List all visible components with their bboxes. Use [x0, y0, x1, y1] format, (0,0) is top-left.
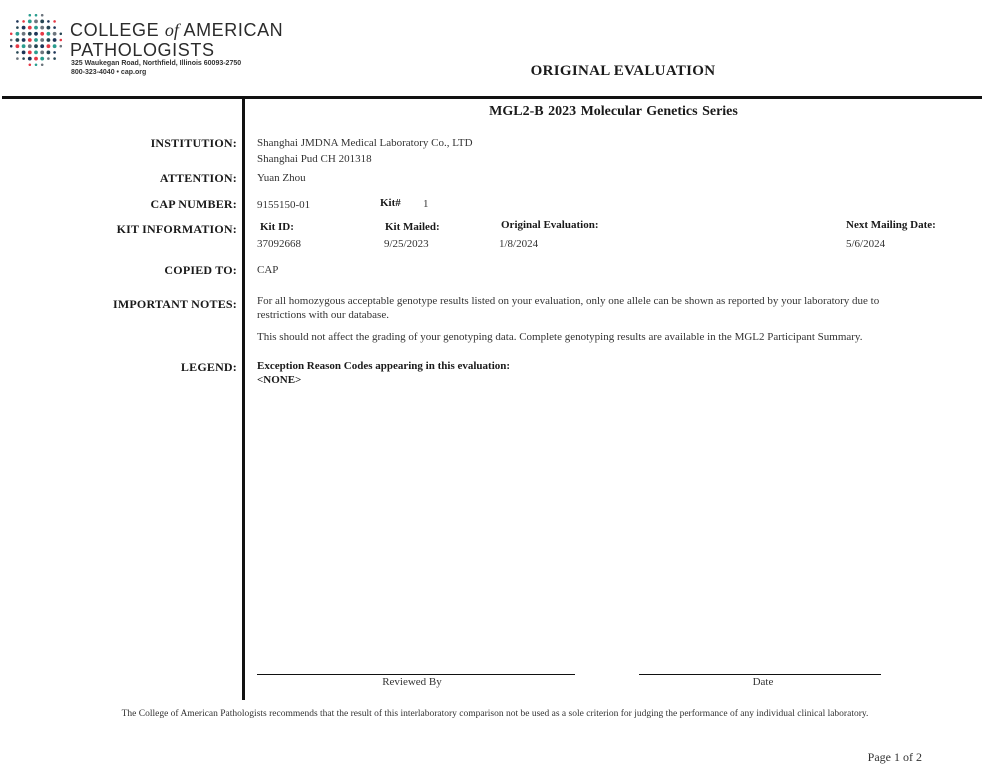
logo-dot [40, 38, 44, 42]
next-mailing-value: 5/6/2024 [846, 238, 886, 250]
organization-address [71, 59, 241, 77]
logo-dot [28, 32, 32, 36]
logo-dot [34, 26, 38, 30]
logo-dot [60, 45, 63, 48]
important-notes-line2: restrictions with our database. [257, 309, 389, 321]
legend-value: <NONE> [257, 374, 302, 386]
kit-number-value: 1 [423, 198, 429, 210]
footer-disclaimer: The College of American Pathologists recommends that the result of this interlaboratory comparison not be used as a sole criterion for judging the performance of any individual clinical laboratory. [121, 709, 869, 719]
logo-dot [41, 14, 44, 17]
page-number: Page 1 of 2 [867, 750, 922, 764]
logo-dot [35, 14, 38, 17]
cap-number-value: 9155150-01 [257, 199, 311, 211]
logo-dot [16, 44, 20, 48]
logo-dot [47, 26, 51, 30]
logo-dot [60, 33, 63, 36]
column-divider [242, 98, 245, 700]
contact-line: 800-323-4040 • cap.org [71, 69, 147, 76]
reviewed-by-line [257, 674, 575, 675]
document-title: ORIGINAL EVALUATION [530, 63, 716, 79]
logo-dot [16, 32, 20, 36]
logo-dot [22, 32, 26, 36]
logo-dot [47, 57, 50, 60]
logo-dot [53, 26, 56, 29]
logo-dot [22, 38, 26, 42]
logo-dot [34, 44, 38, 48]
logo-dot [34, 57, 38, 61]
logo-dot [53, 38, 57, 42]
important-notes-label: IMPORTANT NOTES: [112, 297, 237, 311]
original-evaluation-value: 1/8/2024 [499, 238, 539, 250]
copied-to-value: CAP [257, 264, 279, 276]
logo-dot [40, 57, 44, 61]
kit-mailed-label: Kit Mailed: [385, 221, 440, 233]
logo-dot [40, 51, 44, 55]
logo-dot [47, 38, 51, 42]
org-name-line1: COLLEGE of AMERICAN [70, 20, 284, 40]
logo-dot [22, 51, 26, 55]
date-line [639, 674, 881, 675]
legend-heading: Exception Reason Codes appearing in this evaluation: [257, 360, 511, 372]
institution-address: Shanghai Pud CH 201318 [257, 153, 372, 165]
address-line: 325 Waukegan Road, Northfield, Illinois 60093-2750 [71, 60, 242, 67]
logo-dot [10, 33, 13, 36]
logo-dot [29, 64, 32, 67]
kit-id-value: 37092668 [257, 238, 301, 250]
logo-dot [16, 57, 19, 60]
logo-dot [16, 38, 20, 42]
logo-dot [34, 32, 38, 36]
cap-number-label: CAP NUMBER: [150, 197, 237, 211]
logo-dot [28, 57, 32, 61]
logo-dot [40, 20, 44, 24]
logo-dot [28, 20, 32, 24]
logo-dot [29, 14, 32, 17]
logo-dot [53, 57, 56, 60]
logo-dot [53, 51, 56, 54]
copied-to-label: COPIED TO: [164, 263, 237, 277]
logo-dot [28, 51, 32, 55]
logo-dot [16, 26, 19, 29]
header-divider [2, 96, 982, 99]
kit-info-label: KIT INFORMATION: [116, 222, 237, 236]
logo-dot [34, 51, 38, 55]
important-notes-line3: This should not affect the grading of your genotyping data. Complete genotyping results are available in the MGL2 Participant Summary. [257, 331, 863, 343]
logo-dot [16, 20, 19, 23]
logo-dot [10, 39, 13, 42]
logo-dot [47, 32, 51, 36]
kit-number-label: Kit# [380, 197, 401, 209]
logo-dot [53, 32, 57, 36]
series-title: MGL2-B 2023 Molecular Genetics Series [489, 104, 738, 119]
attention-label: ATTENTION: [159, 171, 237, 185]
institution-label: INSTITUTION: [150, 136, 237, 150]
reviewed-by-caption: Reviewed By [382, 676, 442, 688]
kit-mailed-value: 9/25/2023 [384, 238, 429, 250]
organization-name [70, 20, 283, 60]
logo-dot [28, 38, 32, 42]
logo-dot [53, 44, 57, 48]
logo-dot [41, 64, 44, 67]
original-evaluation-label: Original Evaluation: [501, 219, 599, 231]
logo-dot [40, 44, 44, 48]
logo-dot [22, 26, 26, 30]
logo-dot [10, 45, 13, 48]
institution-name: Shanghai JMDNA Medical Laboratory Co., LTD [257, 137, 473, 149]
cap-logo-icon [10, 14, 62, 66]
logo-dot [28, 26, 32, 30]
logo-dot [40, 32, 44, 36]
next-mailing-label: Next Mailing Date: [846, 219, 936, 231]
legend-label: LEGEND: [180, 360, 237, 374]
logo-dot [35, 64, 38, 67]
kit-id-label: Kit ID: [260, 221, 294, 233]
logo-dot [34, 20, 38, 24]
org-name-line2: PATHOLOGISTS [70, 40, 215, 60]
important-notes-line1: For all homozygous acceptable genotype results listed on your evaluation, only one allele can be shown as reported by your laboratory due to [257, 295, 880, 307]
logo-dot [47, 44, 51, 48]
attention-value: Yuan Zhou [257, 172, 306, 184]
logo-dot [60, 39, 63, 42]
logo-dot [53, 20, 56, 23]
logo-dot [16, 51, 19, 54]
logo-dot [47, 51, 51, 55]
logo-dot [40, 26, 44, 30]
logo-dot [34, 38, 38, 42]
logo-dot [47, 20, 50, 23]
logo-dot [28, 44, 32, 48]
logo-dot [22, 20, 25, 23]
logo-dot [22, 57, 25, 60]
date-caption: Date [752, 676, 774, 688]
logo-dot [22, 44, 26, 48]
